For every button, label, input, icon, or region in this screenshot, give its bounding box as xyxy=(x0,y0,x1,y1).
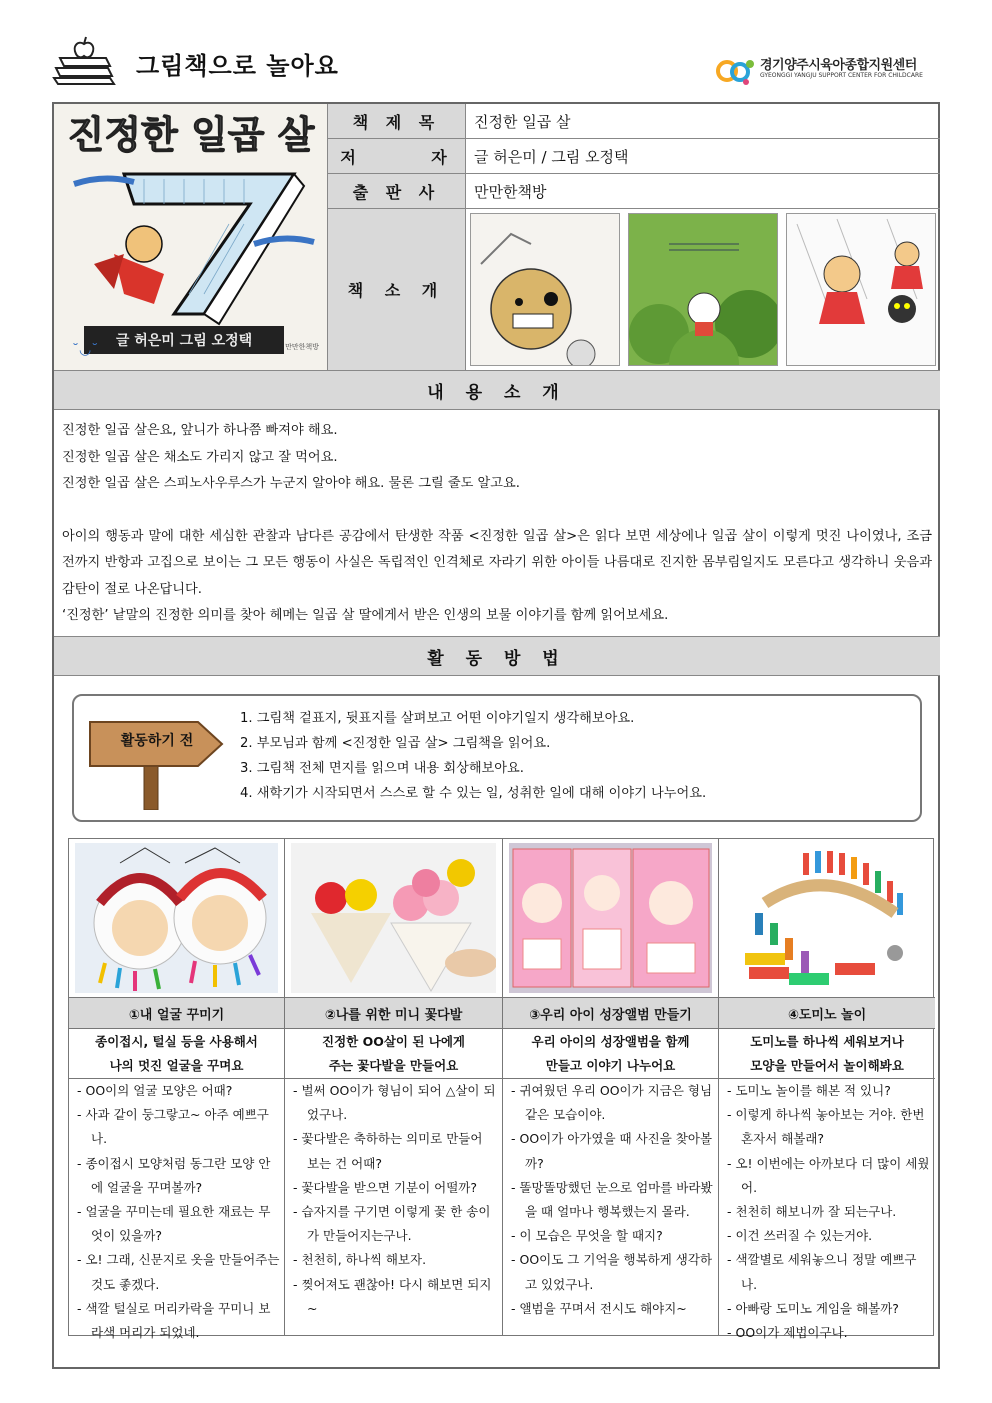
activity-column-1 xyxy=(69,839,285,1341)
content-section-heading: 내 용 소 개 xyxy=(54,370,940,410)
books-apple-icon xyxy=(50,34,120,88)
intro-image-3 xyxy=(786,213,936,366)
book-cover-illustration xyxy=(54,104,328,370)
info-row-publisher xyxy=(328,174,940,209)
activity-description: 진정한 OO살이 된 나에게 주는 꽃다발을 만들어요 xyxy=(285,1029,502,1079)
list-item: - 종이접시 모양처럼 동그란 모양 안에 얼굴을 꾸며볼까? xyxy=(77,1155,271,1195)
book-author-value: 글 허은미 / 그림 오정택 xyxy=(474,147,629,166)
book-intro-row xyxy=(328,209,940,370)
list-item: - 도미노 놀이를 해본 적 있니? xyxy=(727,1083,891,1098)
list-item: - 벌써 OO이가 형님이 되어 △살이 되었구나. xyxy=(293,1083,496,1123)
activity-column-4 xyxy=(719,839,935,1341)
flower-bouquet-photo xyxy=(291,843,496,993)
activity-description: 종이접시, 털실 등을 사용해서 나의 멋진 얼굴을 꾸며요 xyxy=(69,1029,284,1079)
list-item: - 이건 쓰러질 수 있는거야. xyxy=(727,1228,873,1244)
list-item: - 꽃다발을 받으면 기분이 어떨까? xyxy=(293,1179,478,1195)
activity-title: ④도미노 놀이 xyxy=(719,997,935,1029)
book-title-value: 진정한 일곱 살 xyxy=(474,112,571,131)
activity-title: ③우리 아이 성장앨범 만들기 xyxy=(503,997,718,1029)
book-cover xyxy=(54,104,328,370)
activity-dialogue-list xyxy=(511,1079,714,1321)
intro-image-2 xyxy=(628,213,778,366)
info-row-author xyxy=(328,139,940,174)
intro-image-1 xyxy=(470,213,620,366)
content-body xyxy=(62,418,932,630)
logo-korean-name: 경기양주시육아종합지원센터 xyxy=(760,58,917,73)
activity-section-heading: 활 동 방 법 xyxy=(54,636,940,676)
list-item: - 습자지를 구기면 이렇게 꽃 한 송이가 만들어지는구나. xyxy=(293,1204,491,1244)
list-item: - 사과 같이 둥그랗고~ 아주 예쁘구나. xyxy=(77,1107,269,1147)
content-line: 진정한 일곱 살은요, 앞니가 하나쯤 빠져야 해요. xyxy=(62,423,338,438)
activity-dialogue-list xyxy=(727,1079,931,1345)
page-header xyxy=(50,30,940,100)
activity-column-3 xyxy=(503,839,719,1335)
list-item: - 얼굴을 꾸미는데 필요한 재료는 무엇이 있을까? xyxy=(77,1204,271,1244)
logo-english-name: GYEONGGI YANGJU SUPPORT CENTER FOR CHILDCARE xyxy=(760,72,923,79)
list-item: - 아빠랑 도미노 게임을 해볼까? xyxy=(727,1300,899,1316)
list-item: - OO이가 제법이구나. xyxy=(727,1325,848,1341)
list-item: - 찢어져도 괜찮아! 다시 해보면 되지~ xyxy=(293,1276,492,1316)
step-item: 1. 그림책 겉표지, 뒷표지를 살펴보고 어떤 이야기일지 생각해보아요. xyxy=(240,711,635,726)
activity-description: 도미노를 하나씩 세워보거나 모양을 만들어서 놀이해봐요 xyxy=(719,1029,935,1079)
list-item: - 색깔별로 세워놓으니 정말 예쁘구나. xyxy=(727,1252,917,1292)
cover-publisher: 만만한책방 xyxy=(285,343,319,351)
book-publisher-value: 만만한책방 xyxy=(474,182,547,201)
svg-text:˘◡˘: ˘◡˘ xyxy=(72,342,99,358)
cover-title: 진정한 일곱 살 xyxy=(67,113,315,157)
list-item: - 이렇게 하나씩 놓아보는 거야. 한번 혼자서 해볼래? xyxy=(727,1107,925,1147)
activity-dialogue-list xyxy=(293,1079,498,1321)
activity-dialogue-list xyxy=(77,1079,280,1345)
info-label: 책 제 목 xyxy=(328,104,466,138)
activity-description: 우리 아이의 성장앨범을 함께 만들고 이야기 나누어요 xyxy=(503,1029,718,1079)
list-item: - OO이도 그 기억을 행복하게 생각하고 있었구나. xyxy=(511,1252,713,1292)
info-row-title xyxy=(328,104,940,139)
activity-column-2 xyxy=(285,839,503,1335)
pre-activity-steps xyxy=(240,706,706,806)
content-line: 진정한 일곱 살은 채소도 가리지 않고 잘 먹어요. xyxy=(62,449,338,465)
content-line: 진정한 일곱 살은 스피노사우루스가 누군지 알아야 해요. 물론 그릴 줄도 알고요. xyxy=(62,476,520,491)
info-label: 저 자 xyxy=(328,139,466,173)
activity-title: ①내 얼굴 꾸미기 xyxy=(69,997,284,1029)
page-title: 그림책으로 놀아요 xyxy=(136,52,339,80)
list-item: - OO이의 얼굴 모양은 어때? xyxy=(77,1083,233,1098)
step-item: 4. 새학기가 시작되면서 스스로 할 수 있는 일, 성취한 일에 대해 이야기 나누어요. xyxy=(240,786,707,801)
list-item: - 오! 이번에는 아까보다 더 많이 세웠어. xyxy=(727,1155,930,1195)
step-item: 3. 그림책 전체 면지를 읽으며 내용 회상해보아요. xyxy=(240,761,524,776)
list-item: - 앨범을 꾸며서 전시도 해야지~ xyxy=(511,1300,687,1316)
face-craft-photo xyxy=(75,843,278,993)
center-logo xyxy=(716,50,936,94)
list-item: - 천천히, 하나씩 해보자. xyxy=(293,1252,427,1268)
domino-photo xyxy=(725,843,929,993)
cover-credit: 글 허은미 그림 오정택 xyxy=(115,333,253,349)
list-item: - 이 모습은 무엇을 할 때지? xyxy=(511,1228,663,1244)
list-item: - 똘망똘망했던 눈으로 엄마를 바라봤을 때 얼마나 행복했는지 몰라. xyxy=(511,1179,713,1220)
signpost xyxy=(86,714,226,810)
content-closing: ‘진정한’ 낱말의 진정한 의미를 찾아 헤메는 일곱 살 딸에게서 받은 인생의 보물 이야기를 함께 읽어보세요. xyxy=(62,608,669,623)
worksheet-frame xyxy=(52,102,940,1369)
list-item: - 귀여웠던 우리 OO이가 지금은 형님같은 모습이야. xyxy=(511,1083,713,1123)
pre-activity-box xyxy=(72,694,922,822)
list-item: - 색깔 털실로 머리카락을 꾸미니 보라색 머리가 되었네. xyxy=(77,1300,271,1341)
activity-title: ②나를 위한 미니 꽃다발 xyxy=(285,997,502,1029)
signpost-icon xyxy=(86,714,226,810)
step-item: 2. 부모님과 함께 <진정한 일곱 살> 그림책을 읽어요. xyxy=(240,736,551,751)
list-item: - 오! 그래, 신문지로 옷을 만들어주는 것도 좋겠다. xyxy=(77,1252,280,1292)
info-label: 출 판 사 xyxy=(328,174,466,208)
list-item: - OO이가 아가였을 때 사진을 찾아볼까? xyxy=(511,1131,713,1171)
list-item: - 꽃다발은 축하하는 의미로 만들어 보는 건 어때? xyxy=(293,1131,483,1171)
pre-activity-label: 활동하기 전 xyxy=(120,733,194,749)
intro-label: 책 소 개 xyxy=(328,209,466,370)
list-item: - 천천히 해보니까 잘 되는구나. xyxy=(727,1204,897,1220)
activity-grid xyxy=(68,838,934,1341)
content-paragraph: 아이의 행동과 말에 대한 세심한 관찰과 남다른 공감에서 탄생한 작품 <진정한 일곱 살>은 읽다 보면 세상에나 일곱 살이 이렇게 멋진 나이였나, 조금 전까지 반항과 고집으로 보이는 그 모든 행동이 사실은 독립적인 인격체로 자라기 위한 아이들 나름대로 진지한 몸부림일지도 모른다고 생각하니 웃음과 감탄이 절로 나온답니다. xyxy=(62,528,932,597)
logo-mark-icon xyxy=(716,54,756,88)
growth-album-photo xyxy=(509,843,712,993)
